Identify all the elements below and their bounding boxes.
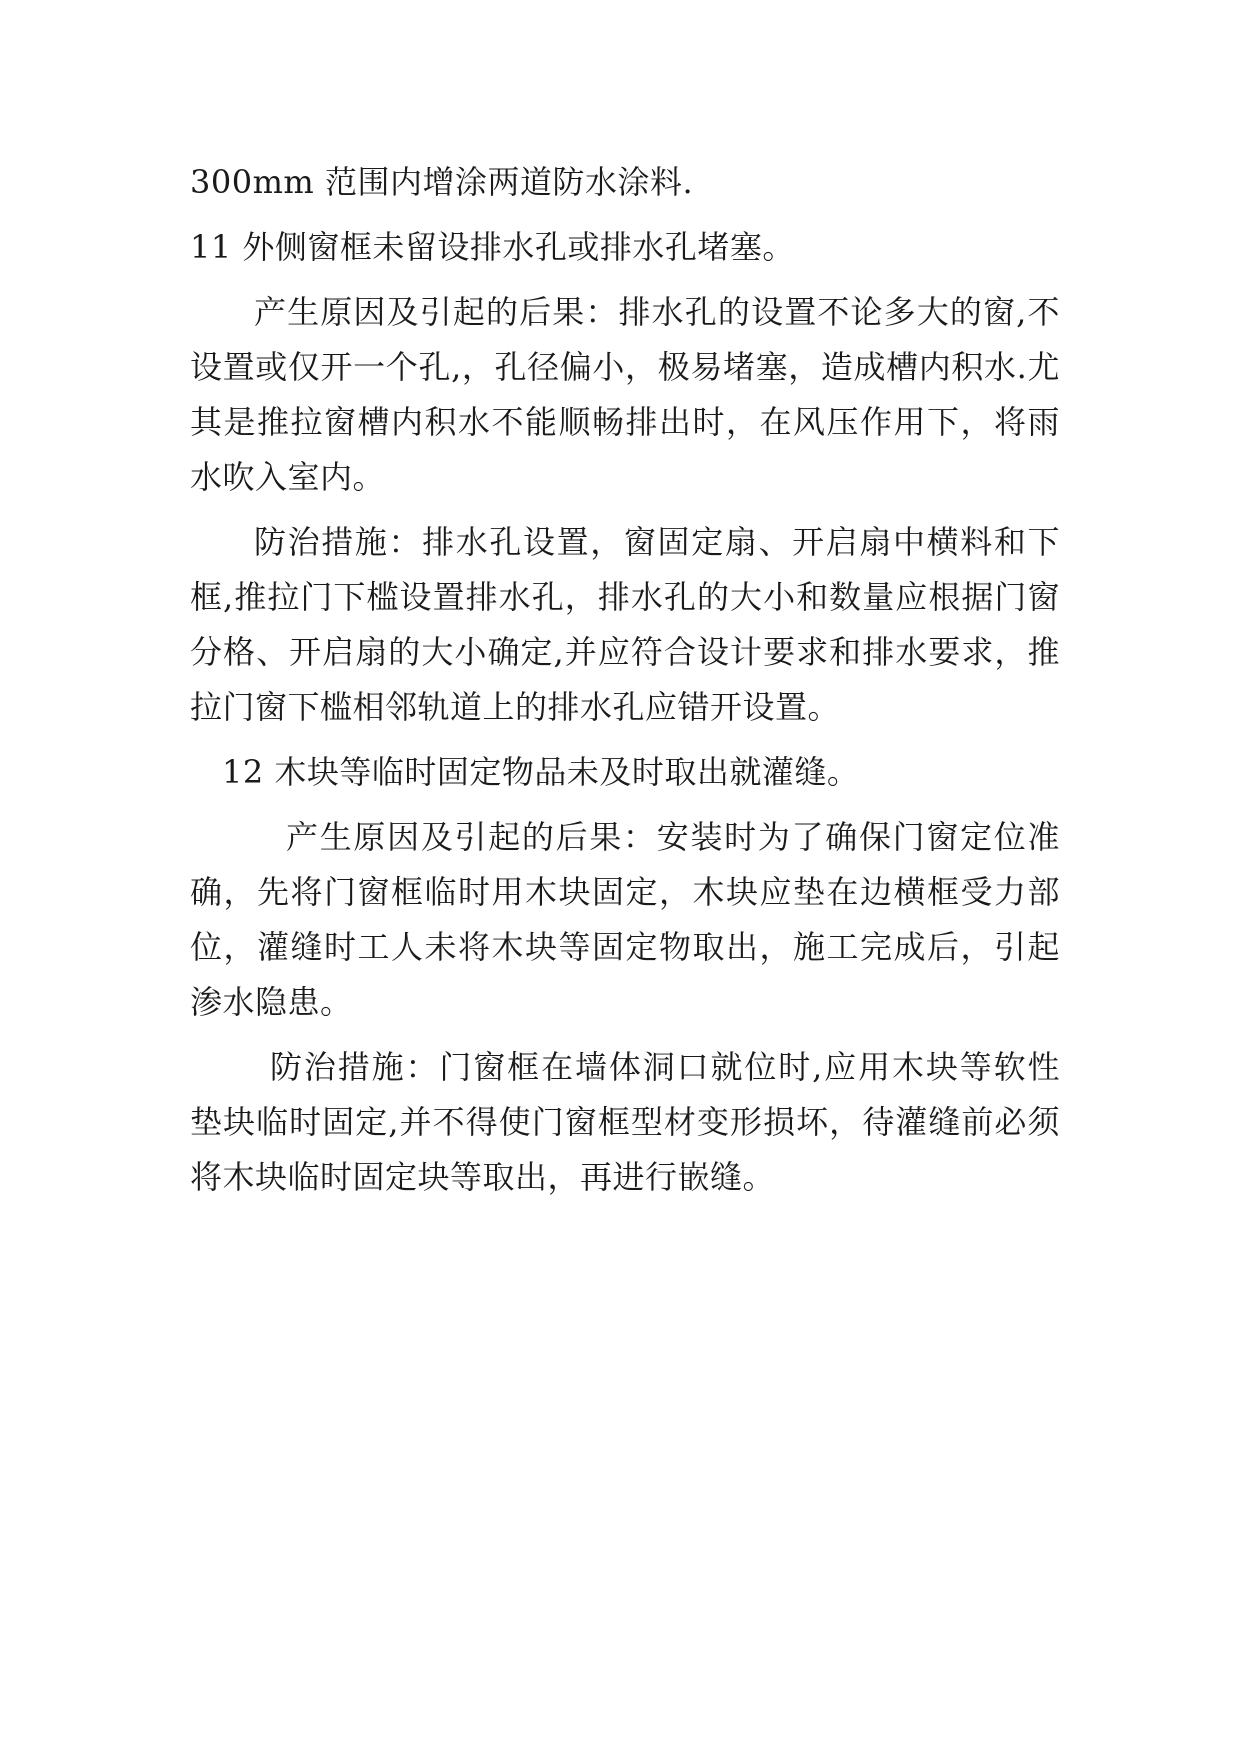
section-heading-12: 12 木块等临时固定物品未及时取出就灌缝。 [222, 753, 860, 791]
paragraph-continuation: 300mm 范围内增涂两道防水涂料. [190, 163, 694, 201]
paragraph-measures-11: 防治措施：排水孔设置，窗固定扇、开启扇中横料和下框,推拉门下槛设置排水孔，排水孔的大小和数量应根据门窗分格、开启扇的大小确定,并应符合设计要求和排水要求，推拉门窗下槛相邻轨道上的排水孔应错开设置。 [190, 523, 1060, 726]
paragraph-measures-12: 防治措施：门窗框在墙体洞口就位时,应用木块等软性垫块临时固定,并不得使门窗框型材变形损坏，待灌缝前必须将木块临时固定块等取出，再进行嵌缝。 [190, 1048, 1060, 1196]
paragraph-cause-11: 产生原因及引起的后果：排水孔的设置不论多大的窗,不设置或仅开一个孔,，孔径偏小，极易堵塞，造成槽内积水.尤其是推拉窗槽内积水不能顺畅排出时，在风压作用下，将雨水吹入室内。 [190, 293, 1060, 496]
paragraph-cause-12: 产生原因及引起的后果：安装时为了确保门窗定位准确，先将门窗框临时用木块固定，木块应垫在边横框受力部位，灌缝时工人未将木块等固定物取出，施工完成后，引起渗水隐患。 [190, 818, 1060, 1021]
document-body [190, 155, 1060, 1215]
section-heading-11: 11 外侧窗框未留设排水孔或排水孔堵塞。 [190, 228, 795, 266]
